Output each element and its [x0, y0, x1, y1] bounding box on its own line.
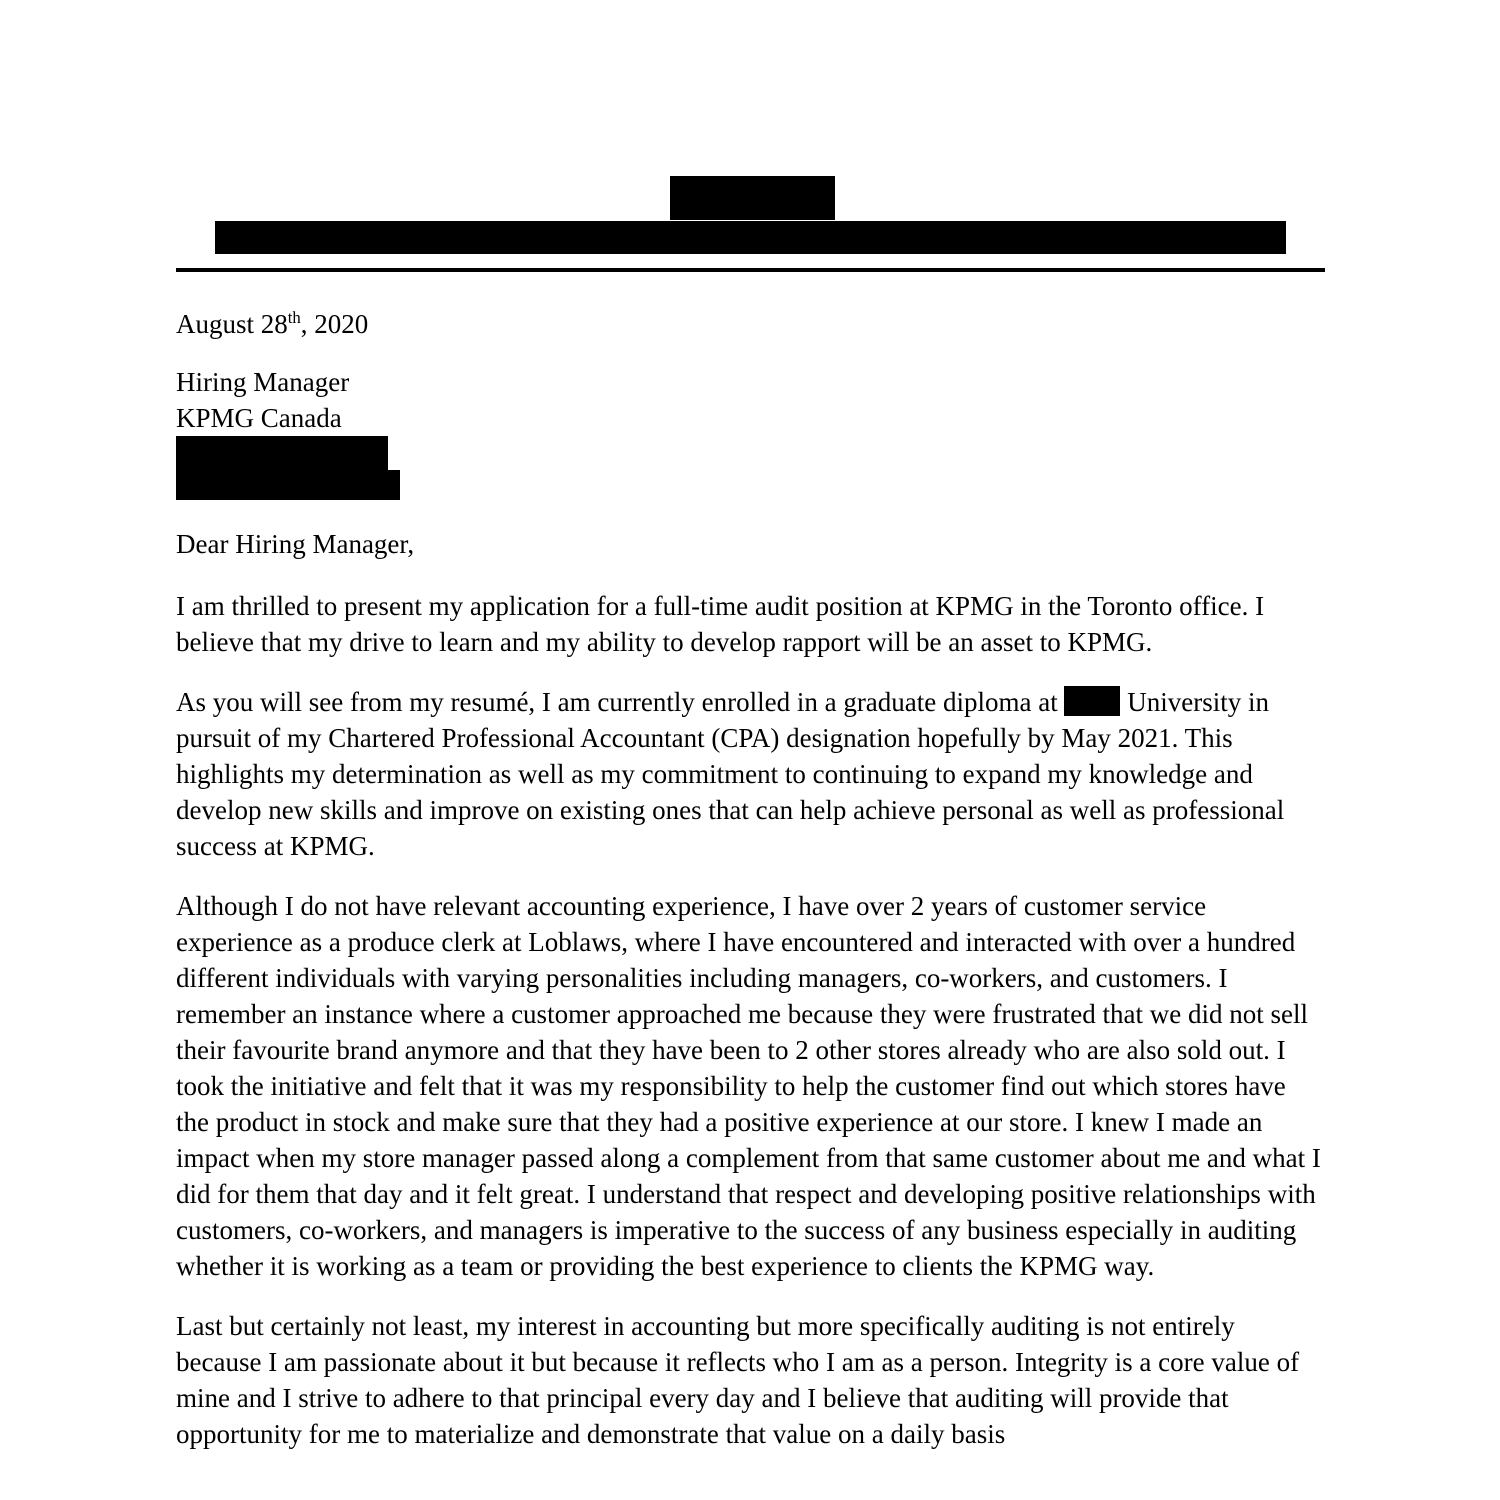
salutation: Dear Hiring Manager, [176, 529, 415, 559]
redacted-sender-name [670, 176, 835, 220]
paragraph-2-text-before-redaction: As you will see from my resumé, I am currently enrolled in a graduate diploma at [176, 687, 1065, 717]
body-paragraph-4: Last but certainly not least, my interest in accounting but more specifically auditing is not entirely because I am passionate about it but because it reflects who I am as a person. Integrity is a core value of mine and I strive to adhere to that principal every day and I believe that auditing will provide that opportunity for me to materialize and demonstrate that value on a daily basis [176, 1311, 1300, 1449]
letter-body [176, 306, 1322, 1476]
recipient-attention: Hiring Manager [176, 367, 350, 397]
letterhead-divider-rule [176, 268, 1325, 272]
redacted-recipient-address-line-1 [176, 436, 388, 470]
body-paragraph-3: Although I do not have relevant accounting experience, I have over 2 years of customer service experience as a produce clerk at Loblaws, where I have encountered and interacted with over a hundred different individuals with varying personalities including managers, co-workers, and customers. I remember an instance where a customer approached me because they were frustrated that we did not sell their favourite brand anymore and that they have been to 2 other stores already who are also sold out. I took the initiative and felt that it was my responsibility to help the customer find out which stores have the product in stock and make sure that they had a positive experience at our store. I knew I made an impact when my store manager passed along a complement from that same customer about me and what I did for them that day and it felt great. I understand that respect and developing positive relationships with customers, co-workers, and managers is imperative to the success of any business especially in auditing whether it is working as a team or providing the best experience to clients the KPMG way. [176, 891, 1321, 1281]
date-year: , 2020 [300, 309, 369, 339]
date-ordinal-suffix: th [287, 308, 301, 327]
date-month-day: August 28 [176, 309, 288, 339]
letterhead [0, 0, 1500, 280]
recipient-company: KPMG Canada [176, 403, 342, 433]
paragraph-2-text-after-redaction: University in pursuit of my Chartered Professional Accountant (CPA) designation hopefully by May 2021. This highlights my determination as well as my commitment to continuing to expand my knowledge and develop new skills and improve on existing ones that can help achieve personal as well as professional success at KPMG. [176, 687, 1285, 861]
date-line [176, 306, 1322, 342]
redacted-recipient-address-line-2 [176, 470, 400, 500]
redacted-university-name [1064, 686, 1120, 716]
body-paragraph-1: I am thrilled to present my application for a full-time audit position at KPMG in the Toronto office. I believe that my drive to learn and my ability to develop rapport will be an asset to KPMG. [176, 591, 1265, 657]
redacted-sender-contact [215, 221, 1286, 254]
recipient-block [176, 364, 1322, 500]
body-paragraph-2 [176, 684, 1322, 864]
